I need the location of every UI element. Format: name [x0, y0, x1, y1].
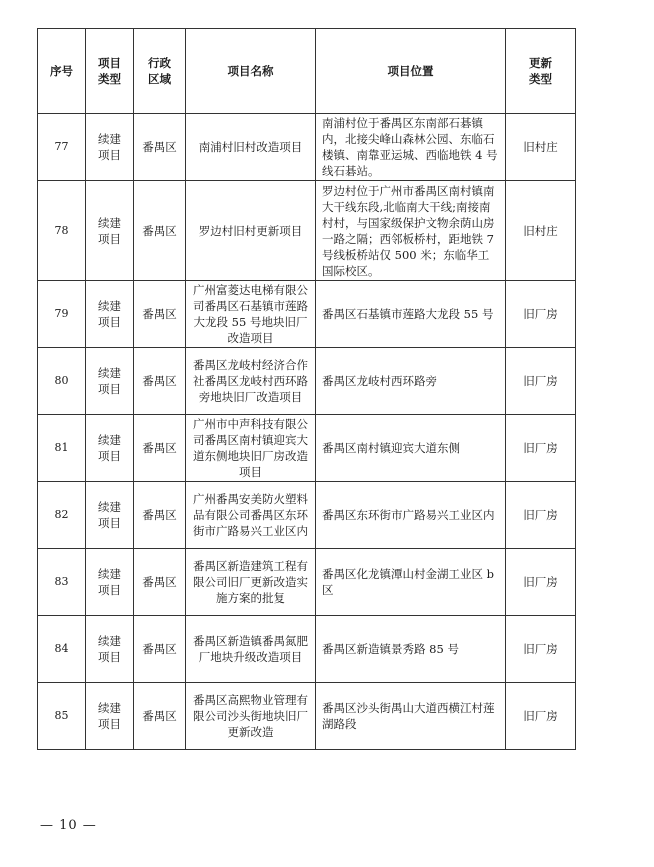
row-project-location: 番禺区新造镇景秀路 85 号: [316, 616, 506, 683]
header-location: 项目位置: [316, 29, 506, 114]
row-project-location: 番禺区龙岐村西环路旁: [316, 348, 506, 415]
row-project-location: 番禺区东环街市广路易兴工业区内: [316, 482, 506, 549]
row-update-type: 旧厂房: [506, 549, 576, 616]
row-project-location: 南浦村位于番禺区东南部石碁镇内，北接尖峰山森林公园、东临石楼镇、南靠亚运城、西临地铁 4 号线石碁站。: [316, 114, 506, 181]
table-header-row: [38, 29, 576, 114]
header-district-label: 行政 区域: [148, 56, 171, 86]
table-row: [38, 181, 576, 281]
row-index: 84: [38, 616, 86, 683]
header-name: 项目名称: [186, 29, 316, 114]
row-index: 85: [38, 683, 86, 750]
row-index: 79: [38, 281, 86, 348]
row-index: 81: [38, 415, 86, 482]
row-index: 80: [38, 348, 86, 415]
row-project-name: 番禺区龙岐村经济合作社番禺区龙岐村西环路旁地块旧厂改造项目: [186, 348, 316, 415]
table-row: [38, 683, 576, 750]
row-type: 续建 项目: [86, 549, 134, 616]
row-index: 78: [38, 181, 86, 281]
row-type: 续建 项目: [86, 616, 134, 683]
row-district: 番禺区: [134, 616, 186, 683]
row-update-type: 旧厂房: [506, 616, 576, 683]
row-type: 续建 项目: [86, 114, 134, 181]
row-project-name: 罗边村旧村更新项目: [186, 181, 316, 281]
row-update-type: 旧厂房: [506, 415, 576, 482]
row-update-type: 旧厂房: [506, 348, 576, 415]
row-project-location: 番禺区南村镇迎宾大道东侧: [316, 415, 506, 482]
projects-table: [37, 28, 576, 750]
row-type: 续建 项目: [86, 683, 134, 750]
row-index: 77: [38, 114, 86, 181]
row-project-name: 南浦村旧村改造项目: [186, 114, 316, 181]
row-project-name: 广州番禺安美防火塑料品有限公司番禺区东环街市广路易兴工业区内: [186, 482, 316, 549]
row-district: 番禺区: [134, 482, 186, 549]
row-project-name: 番禺区高熙物业管理有限公司沙头街地块旧厂更新改造: [186, 683, 316, 750]
row-project-name: 广州富菱达电梯有限公司番禺区石基镇市莲路大龙段 55 号地块旧厂改造项目: [186, 281, 316, 348]
row-project-location: 番禺区化龙镇潭山村金湖工业区 b 区: [316, 549, 506, 616]
row-project-name: 番禺区新造建筑工程有限公司旧厂更新改造实施方案的批复: [186, 549, 316, 616]
row-district: 番禺区: [134, 114, 186, 181]
row-update-type: 旧厂房: [506, 281, 576, 348]
row-update-type: 旧村庄: [506, 114, 576, 181]
table-row: [38, 616, 576, 683]
table-row: [38, 114, 576, 181]
row-project-name: 广州市中声科技有限公司番禺区南村镇迎宾大道东侧地块旧厂房改造项目: [186, 415, 316, 482]
row-index: 83: [38, 549, 86, 616]
row-update-type: 旧厂房: [506, 482, 576, 549]
header-update: [506, 29, 576, 114]
row-project-location: 罗边村位于广州市番禺区南村镇南大干线东段,北临南大干线;南接南村村，与国家级保护文物余荫山房一路之隔；西邻板桥村，距地铁 7 号线板桥站仅 500 米；东临华工国际校区。: [316, 181, 506, 281]
row-type: 续建 项目: [86, 415, 134, 482]
row-type: 续建 项目: [86, 281, 134, 348]
row-district: 番禺区: [134, 683, 186, 750]
row-type: 续建 项目: [86, 482, 134, 549]
table-row: [38, 348, 576, 415]
row-district: 番禺区: [134, 281, 186, 348]
row-project-location: 番禺区沙头街禺山大道西横江村莲湖路段: [316, 683, 506, 750]
header-type-label: 项目 类型: [98, 56, 121, 86]
table-row: [38, 482, 576, 549]
table-row: [38, 281, 576, 348]
header-type: [86, 29, 134, 114]
page-number: — 10 —: [40, 818, 97, 833]
row-project-name: 番禺区新造镇番禺氮肥厂地块升级改造项目: [186, 616, 316, 683]
row-district: 番禺区: [134, 415, 186, 482]
row-type: 续建 项目: [86, 348, 134, 415]
header-index: 序号: [38, 29, 86, 114]
header-update-label: 更新 类型: [529, 56, 552, 86]
row-project-location: 番禺区石基镇市莲路大龙段 55 号: [316, 281, 506, 348]
row-index: 82: [38, 482, 86, 549]
table-row: [38, 415, 576, 482]
header-district: [134, 29, 186, 114]
row-district: 番禺区: [134, 348, 186, 415]
table-row: [38, 549, 576, 616]
row-district: 番禺区: [134, 549, 186, 616]
row-district: 番禺区: [134, 181, 186, 281]
row-update-type: 旧村庄: [506, 181, 576, 281]
row-type: 续建 项目: [86, 181, 134, 281]
row-update-type: 旧厂房: [506, 683, 576, 750]
